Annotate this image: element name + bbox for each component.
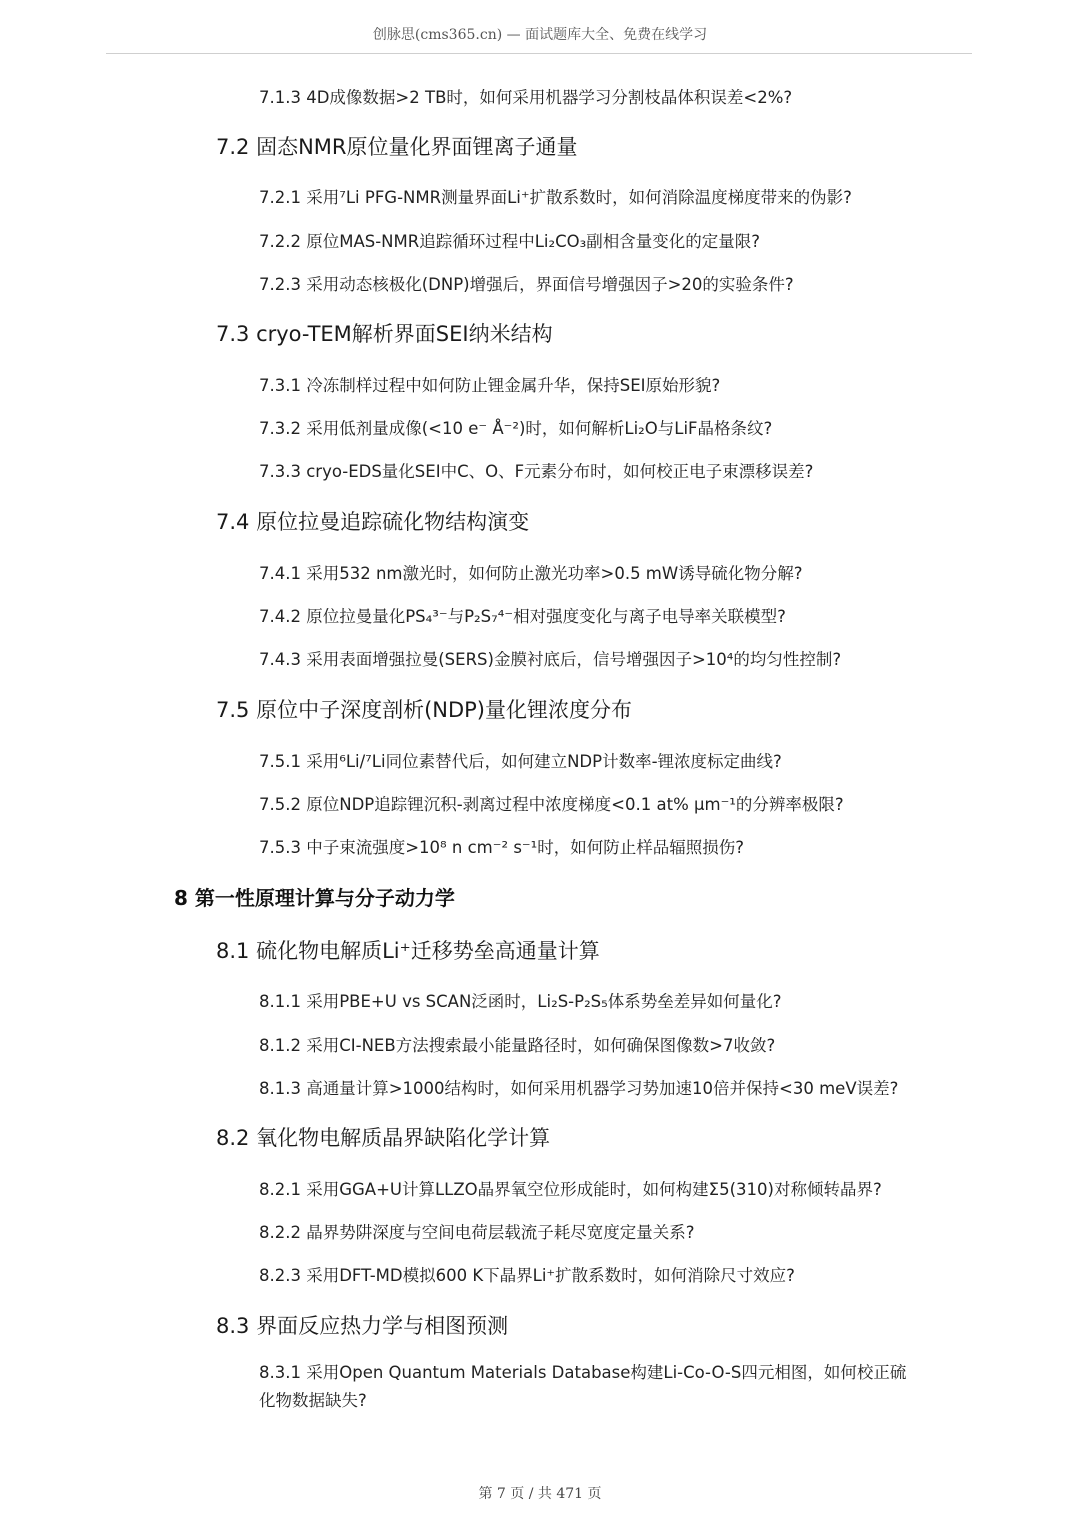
question-7-3-1: 7.3.1 冷冻制样过程中如何防止锂金属升华，保持SEI原始形貌? xyxy=(259,376,721,395)
question-8-1-3: 8.1.3 高通量计算>1000结构时，如何采用机器学习势加速10倍并保持<30 meV误差? xyxy=(259,1079,899,1098)
question-7-2-2: 7.2.2 原位MAS-NMR追踪循环过程中Li₂CO₃副相含量变化的定量限? xyxy=(259,232,760,251)
section-8-3: 8.3 界面反应热力学与相图预测 xyxy=(216,1314,509,1338)
chapter-8: 8 第一性原理计算与分子动力学 xyxy=(174,886,455,910)
question-8-3-1: 8.3.1 采用Open Quantum Materials Database构建Li-Co-O-S四元相图，如何校正硫化物数据缺失? xyxy=(259,1363,907,1410)
page-footer: 第 7 页 / 共 471 页 xyxy=(478,1486,602,1502)
section-7-3: 7.3 cryo-TEM解析界面SEI纳米结构 xyxy=(216,322,553,346)
question-8-2-3: 8.2.3 采用DFT-MD模拟600 K下晶界Li⁺扩散系数时，如何消除尺寸效应? xyxy=(259,1266,795,1285)
question-7-3-3: 7.3.3 cryo-EDS量化SEI中C、O、F元素分布时，如何校正电子束漂移误差? xyxy=(259,462,814,481)
question-7-2-3: 7.2.3 采用动态核极化(DNP)增强后，界面信号增强因子>20的实验条件? xyxy=(259,275,794,294)
question-7-1-3: 7.1.3 4D成像数据>2 TB时，如何采用机器学习分割枝晶体积误差<2%? xyxy=(259,88,793,107)
section-7-4: 7.4 原位拉曼追踪硫化物结构演变 xyxy=(216,510,530,534)
question-8-1-2: 8.1.2 采用CI-NEB方法搜索最小能量路径时，如何确保图像数>7收敛? xyxy=(259,1036,776,1055)
question-7-3-2: 7.3.2 采用低剂量成像(<10 e⁻ Å⁻²)时，如何解析Li₂O与LiF晶格条纹? xyxy=(259,419,773,438)
question-8-1-1: 8.1.1 采用PBE+U vs SCAN泛函时，Li₂S-P₂S₅体系势垒差异如何量化? xyxy=(259,992,782,1011)
header-divider xyxy=(106,53,972,54)
section-8-1: 8.1 硫化物电解质Li⁺迁移势垒高通量计算 xyxy=(216,939,600,963)
question-7-4-2: 7.4.2 原位拉曼量化PS₄³⁻与P₂S₇⁴⁻相对强度变化与离子电导率关联模型? xyxy=(259,607,786,626)
question-7-4-3: 7.4.3 采用表面增强拉曼(SERS)金膜衬底后，信号增强因子>10⁴的均匀性控制? xyxy=(259,650,842,669)
section-8-2: 8.2 氧化物电解质晶界缺陷化学计算 xyxy=(216,1126,551,1150)
section-7-5: 7.5 原位中子深度剖析(NDP)量化锂浓度分布 xyxy=(216,698,632,722)
question-8-2-2: 8.2.2 晶界势阱深度与空间电荷层载流子耗尽宽度定量关系? xyxy=(259,1223,695,1242)
section-7-2: 7.2 固态NMR原位量化界面锂离子通量 xyxy=(216,135,578,159)
question-7-5-2: 7.5.2 原位NDP追踪锂沉积-剥离过程中浓度梯度<0.1 at% μm⁻¹的分辨率极限? xyxy=(259,795,844,814)
question-7-5-3: 7.5.3 中子束流强度>10⁸ n cm⁻² s⁻¹时，如何防止样品辐照损伤? xyxy=(259,838,745,857)
question-7-5-1: 7.5.1 采用⁶Li/⁷Li同位素替代后，如何建立NDP计数率-锂浓度标定曲线? xyxy=(259,752,782,771)
question-8-2-1: 8.2.1 采用GGA+U计算LLZO晶界氧空位形成能时，如何构建Σ5(310)对称倾转晶界? xyxy=(259,1180,882,1199)
question-7-2-1: 7.2.1 采用⁷Li PFG-NMR测量界面Li⁺扩散系数时，如何消除温度梯度带来的伪影? xyxy=(259,188,852,207)
question-7-4-1: 7.4.1 采用532 nm激光时，如何防止激光功率>0.5 mW诱导硫化物分解? xyxy=(259,564,803,583)
page-header: 创脉思(cms365.cn) — 面试题库大全、免费在线学习 xyxy=(372,27,708,43)
